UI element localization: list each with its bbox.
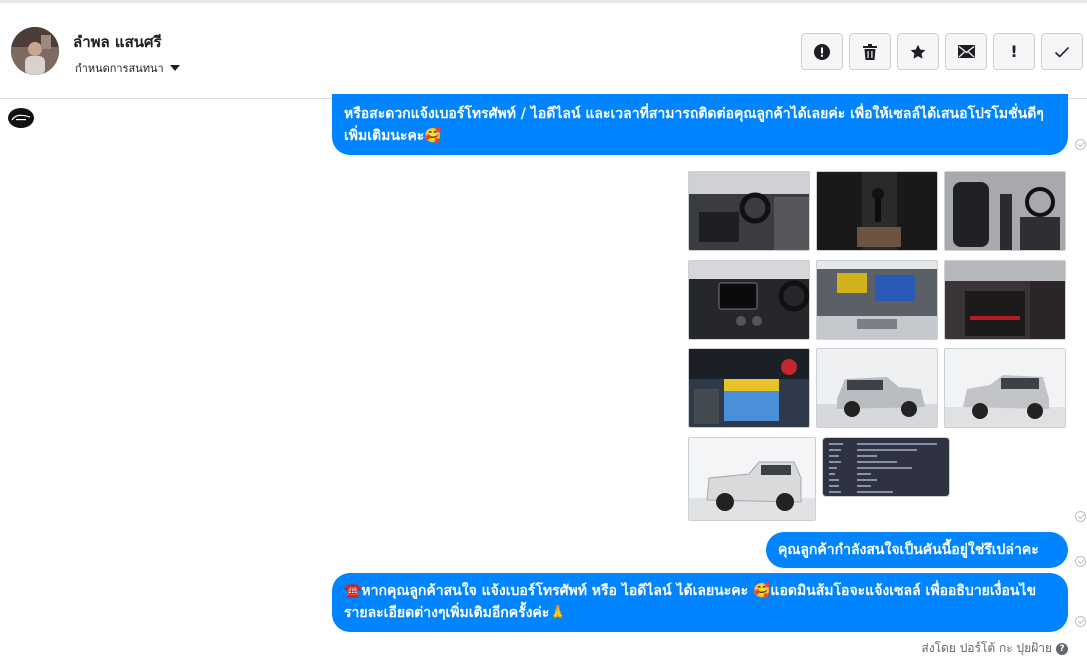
engine-battery-image <box>689 349 810 428</box>
report-spam-button[interactable] <box>801 33 843 70</box>
pickup-front-left-image <box>817 349 938 428</box>
mark-unread-button[interactable] <box>945 33 987 70</box>
photo-car-engine-battery[interactable] <box>688 348 810 428</box>
page-logo-avatar <box>8 108 34 128</box>
rear-seats-image <box>945 261 1066 340</box>
exclamation-icon: ! <box>1010 42 1018 61</box>
follow-up-button[interactable] <box>993 33 1035 70</box>
message-text: ☎️หากคุณลูกค้าสนใจ แจ้งเบอร์โทรศัพท์ หรือ ไอดีไลน์ ได้เลยนะคะ 🥰แอดมินส้มโอจะแจ้งเซลล์ เพื่ออธิบายเงื่อนไขรายละเอียดต่างๆเพิ่มเติมอีกครั้งค่ะ🙏 <box>344 583 1037 621</box>
mark-done-button[interactable] <box>1041 33 1083 70</box>
star-icon <box>910 44 926 60</box>
delete-button[interactable] <box>849 33 891 70</box>
photo-pickup-rear[interactable] <box>688 437 816 521</box>
photo-car-front-seats[interactable] <box>944 171 1066 251</box>
photo-pickup-front-left[interactable] <box>816 348 938 428</box>
conversation-schedule-dropdown[interactable] <box>75 59 180 77</box>
check-icon <box>1054 46 1070 58</box>
message-bubble <box>766 532 1068 568</box>
avatar-photo <box>11 27 59 75</box>
contact-name[interactable]: ลำพล แสนศรี <box>73 33 162 51</box>
message-text: คุณลูกค้ากำลังสนใจเป็นคันนี้อยู่ใช่รึเปล่าคะ <box>778 542 1039 558</box>
photo-pickup-front-right[interactable] <box>944 348 1066 428</box>
caret-down-icon <box>170 65 180 71</box>
pickup-rear-image <box>689 438 816 521</box>
pickup-front-right-image <box>945 349 1066 428</box>
message-bubble <box>332 573 1068 632</box>
header-actions <box>801 33 1083 70</box>
message-bubble <box>332 94 1068 155</box>
envelope-icon <box>958 45 975 58</box>
photo-car-engine-bay[interactable] <box>816 260 938 340</box>
photo-car-rear-seats[interactable] <box>944 260 1066 340</box>
gear-console-image <box>817 172 938 251</box>
contact-avatar[interactable] <box>11 27 59 75</box>
sent-by-label <box>921 639 1068 658</box>
interior-dashboard-image <box>689 172 810 251</box>
center-console-image <box>689 261 810 340</box>
trash-icon <box>863 44 877 60</box>
front-seats-image <box>945 172 1066 251</box>
seen-indicator-icon <box>1075 616 1086 627</box>
engine-bay-image <box>817 261 938 340</box>
star-button[interactable] <box>897 33 939 70</box>
alert-circle-icon <box>814 44 830 60</box>
seen-indicator-icon <box>1075 556 1086 567</box>
message-text: หรือสะดวกแจ้งเบอร์โทรศัพท์ / ไอดีไลน์ และเวลาที่สามารถติดต่อคุณลูกค้าได้เลยค่ะ เพื่อให้เซลล์ได้เสนอโปรโมชั่นดีๆเพิ่มเติมนะคะ🥰 <box>344 106 1044 144</box>
page-logo-icon <box>10 112 32 124</box>
photo-car-spec-sheet[interactable] <box>822 437 950 497</box>
seen-indicator-icon <box>1075 139 1086 150</box>
spec-sheet-image <box>823 438 950 497</box>
help-icon[interactable]: ? <box>1056 643 1068 655</box>
seen-indicator-icon <box>1075 511 1086 522</box>
sent-by-text: ส่งโดย ปอร์โต้ กะ ปุยฝ้าย <box>921 641 1052 655</box>
conversation-header <box>0 3 1087 99</box>
photo-car-gear-console[interactable] <box>816 171 938 251</box>
photo-car-center-console[interactable] <box>688 260 810 340</box>
schedule-label: กำหนดการสนทนา <box>75 62 164 75</box>
photo-car-interior-dashboard[interactable] <box>688 171 810 251</box>
